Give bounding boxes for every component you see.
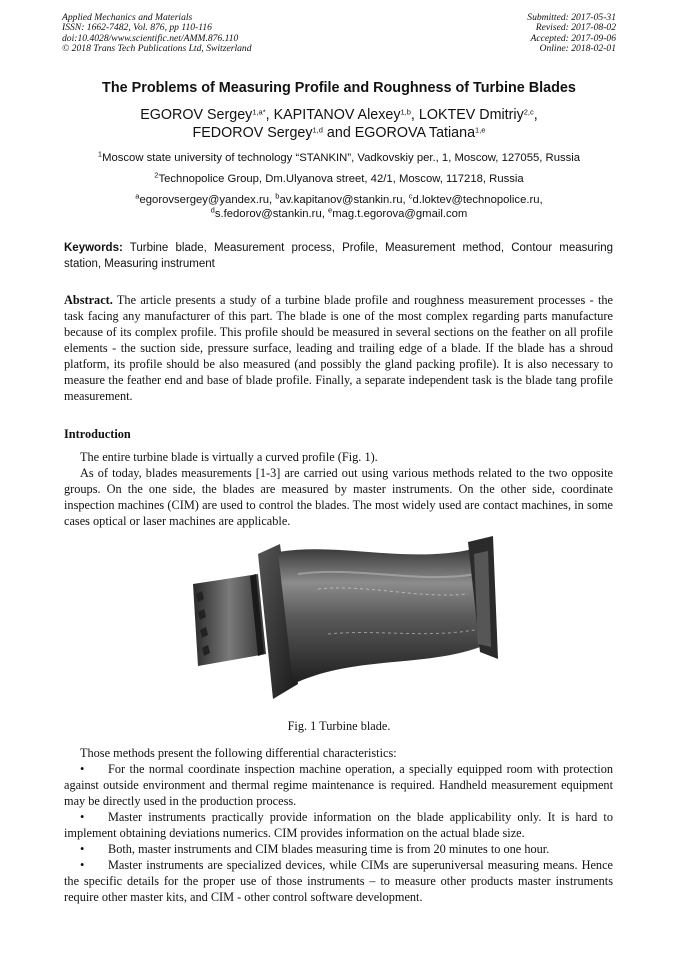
affiliation-sup: 2: [154, 170, 159, 180]
list-item: [64, 809, 613, 841]
journal-issn: ISSN: 1662-7482, Vol. 876, pp 110-116: [62, 22, 212, 34]
differences-list: [64, 745, 613, 905]
abstract-label: Abstract.: [64, 293, 113, 307]
list-intro: Those methods present the following differential characteristics:: [80, 746, 397, 760]
paper-title: The Problems of Measuring Profile and Roughness of Turbine Blades: [102, 80, 576, 96]
author-list: EGOROV Sergey$^{1,a*}$, KAPITANOV Alexey$^{1,b}$, LOKTEV Dmitriy$^{2,c}$, FEDOROV Sergey$^{1,d}$ and EGOROVA Tatiana$^{1,e}$: [140, 107, 538, 141]
list-item-text: Both, master instruments and CIM blades measuring time is from 20 minutes to one hour.: [108, 842, 550, 856]
journal-name: Applied Mechanics and Materials: [62, 12, 193, 23]
journal-header-right: [527, 13, 616, 55]
affiliation-1: [40, 151, 638, 165]
author-and: and: [326, 125, 351, 141]
email-sup: b: [275, 191, 280, 201]
bullet-icon: •: [80, 842, 85, 856]
paragraph: The entire turbine blade is virtually a curved profile (Fig. 1).: [80, 450, 378, 464]
keywords: [64, 241, 613, 272]
date-online: Online: 2018-02-01: [539, 43, 616, 55]
author-name: EGOROV Sergey: [140, 107, 253, 123]
turbine-blade-image: [188, 534, 498, 712]
author-sup: 1,a*: [252, 107, 266, 117]
abstract: [64, 292, 613, 404]
bullet-icon: •: [80, 762, 85, 776]
journal-copyright: © 2018 Trans Tech Publications Ltd, Switzerland: [62, 43, 252, 55]
date-revised: Revised: 2017-08-02: [535, 22, 616, 34]
list-item-text: Master instruments are specialized devices, while CIMs are superuniversal measuring means. Hence the specific details for the proper use of those instruments – to measure other products master instruments require other master kits, and CIM - other control software development.: [64, 858, 613, 904]
date-submitted: Submitted: 2017-05-31: [527, 12, 616, 23]
affiliation-text: Technopolice Group, Dm.Ulyanova street, 42/1, Moscow, 117218, Russia: [158, 173, 524, 185]
author-name: KAPITANOV Alexey: [273, 107, 401, 123]
bullet-icon: •: [80, 858, 85, 872]
list-item-text: For the normal coordinate inspection machine operation, a specially equipped room with protection against outside environment and thermal regime maintenance is required. Handheld measurement equipment may be directly used in the production process.: [64, 762, 613, 808]
bullet-icon: •: [80, 810, 85, 824]
keywords-label: Keywords:: [64, 242, 123, 254]
list-item: [64, 857, 613, 905]
turbine-blade-figure: [188, 534, 498, 712]
email-sup: e: [328, 205, 333, 215]
list-item: [64, 841, 613, 857]
author-name: EGOROVA Tatiana: [354, 125, 476, 141]
email-link[interactable]: egorovsergey@yandex.ru,: [139, 194, 273, 206]
figure-caption: Fig. 1 Turbine blade.: [287, 719, 391, 733]
journal-header-left: [62, 13, 252, 55]
keywords-text: Turbine blade, Measurement process, Profile, Measurement method, Contour measuring station, Measuring instrument: [64, 242, 613, 270]
list-item: [64, 761, 613, 809]
affiliation-2: [40, 172, 638, 186]
date-accepted: Accepted: 2017-09-06: [530, 32, 616, 44]
introduction-body: [64, 449, 613, 529]
author-sup: 1,e: [475, 125, 486, 135]
author-sup: 1,d: [312, 125, 323, 135]
section-heading-introduction: Introduction: [64, 427, 131, 441]
affiliation-text: Moscow state university of technology “STANKIN”, Vadkovskiy per., 1, Moscow, 127055, Russia: [102, 152, 581, 164]
author-sup: 1,b: [400, 107, 411, 117]
email-sup: c: [408, 191, 413, 201]
author-name: LOKTEV Dmitriy: [418, 107, 524, 123]
affiliation-sup: 1: [97, 149, 103, 159]
email-link[interactable]: d.loktev@technopolice.ru,: [412, 194, 543, 206]
email-list: [40, 193, 638, 221]
author-name: FEDOROV Sergey: [192, 125, 313, 141]
journal-doi: doi:10.4028/www.scientific.net/AMM.876.110: [62, 32, 239, 44]
email-link[interactable]: s.fedorov@stankin.ru,: [214, 208, 325, 220]
email-link[interactable]: mag.t.egorova@gmail.com: [332, 208, 468, 220]
abstract-text: The article presents a study of a turbine blade profile and roughness measurement processes - the task facing any manufacturer of this part. The blade is one of the most complex regarding parts manufacture because of its complex profile. This profile should be measured in several sections on the feather on all profile elements - the suction side, pressure surface, leading and trailing edge of a blade. If the blade has a shroud platform, its profile should be also measured (and possibly the gland packing profile). It is also necessary to measure the feather end and base of blade profile. Finally, a separate independent task is the blade tang profile measurement.: [64, 293, 613, 403]
list-item-text: Master instruments practically provide information on the blade applicability only. It is hard to implement obtaining deviations numerics. CIM provides information on the actual blade size.: [64, 810, 613, 840]
email-sup: a: [135, 191, 140, 201]
paragraph: As of today, blades measurements [1-3] are carried out using various methods related to the two opposite groups. On the one side, the blades are measured by master instruments. On the other side, coordinate inspection machines (CIM) are used to control the blades. The most widely used are contact machines, in some cases optical or laser machines are applicable.: [64, 466, 613, 528]
author-sup: 2,c: [523, 107, 534, 117]
email-sup: d: [210, 205, 215, 215]
email-link[interactable]: av.kapitanov@stankin.ru,: [279, 194, 406, 206]
